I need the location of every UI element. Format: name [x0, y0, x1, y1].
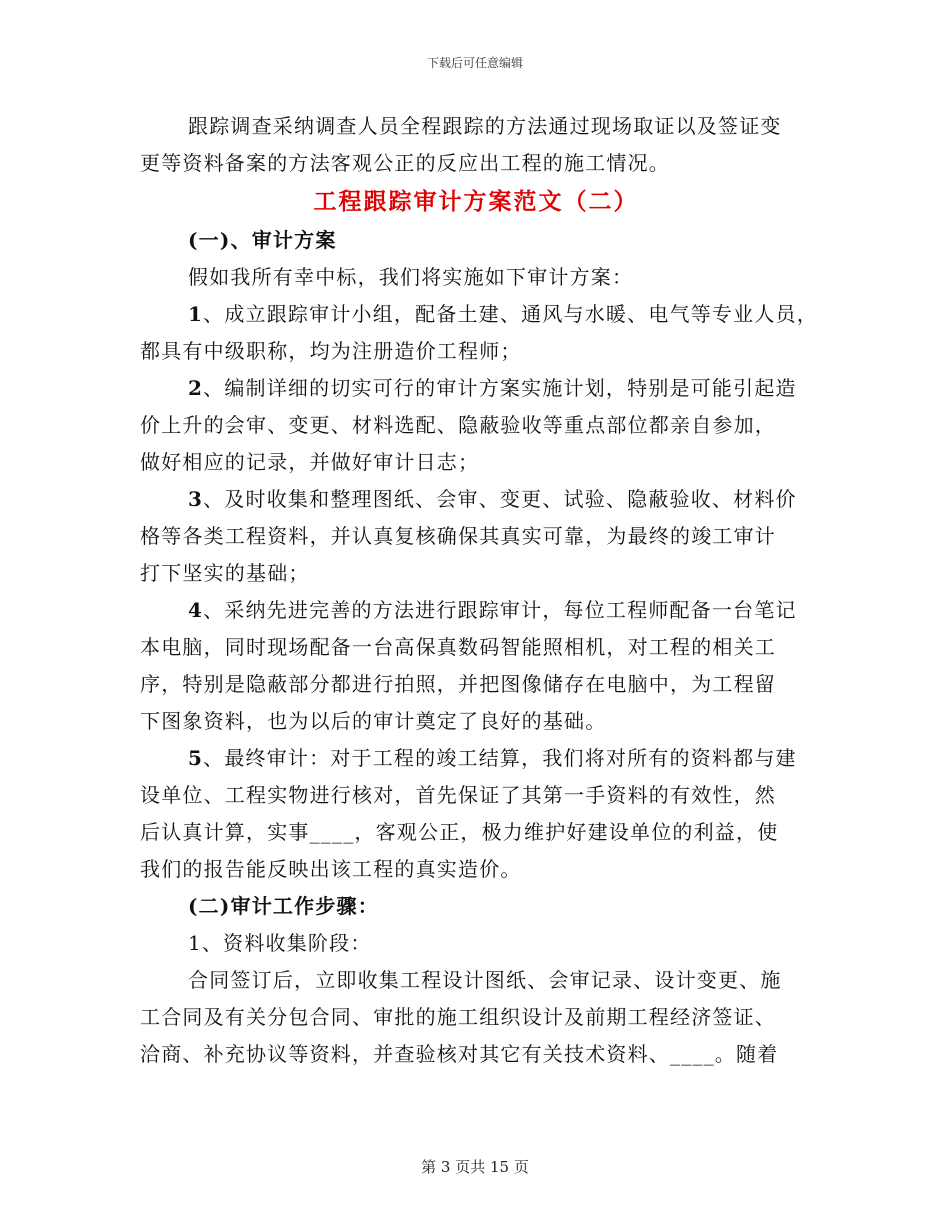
item3-number: 3 [188, 487, 204, 511]
item5-line-1 [140, 740, 812, 777]
item4-line-1 [140, 592, 812, 629]
para1-line-3: 洽商、补充协议等资料，并查验核对其它有关技术资料、____。随着 [140, 1042, 779, 1066]
item5-text: 、最终审计：对于工程的竣工结算，我们将对所有的资料都与建 [203, 746, 797, 770]
intro-line-1: 跟踪调查采纳调查人员全程跟踪的方法通过现场取证以及签证变 [188, 114, 782, 138]
item2-line-1 [140, 370, 812, 407]
item4-text: 、采纳先进完善的方法进行跟踪审计，每位工程师配备一台笔记 [203, 598, 797, 622]
item3-line-3: 打下坚实的基础； [140, 561, 310, 585]
item4-line-3: 序，特别是隐蔽部分都进行拍照，并把图像储存在电脑中，为工程留 [140, 672, 776, 696]
section2-heading: (二)审计工作步骤： [188, 894, 379, 918]
section1-intro: 假如我所有幸中标，我们将实施如下审计方案： [188, 265, 634, 289]
section1-heading: (一)、审计方案 [188, 228, 337, 252]
intro-line-2: 更等资料备案的方法客观公正的反应出工程的施工情况。 [140, 151, 670, 175]
item4-number: 4 [188, 598, 204, 622]
item1-line-1 [140, 296, 818, 333]
section-title: 工程跟踪审计方案范文（二） [313, 188, 639, 215]
document-body [140, 108, 818, 1073]
item5-line-3: 后认真计算，实事____，客观公正，极力维护好建设单位的利益，使 [140, 820, 779, 844]
item3-line-2: 格等各类工程资料，并认真复核确保其真实可靠，为最终的竣工审计 [140, 524, 776, 548]
item3-text: 、及时收集和整理图纸、会审、变更、试验、隐蔽验收、材料价 [203, 487, 797, 511]
item4-line-4: 下图象资料，也为以后的审计奠定了良好的基础。 [140, 709, 607, 733]
item5-line-4: 我们的报告能反映出该工程的真实造价。 [140, 857, 522, 881]
item3-line-1 [140, 481, 812, 518]
item5-line-2: 设单位、工程实物进行核对，首先保证了其第一手资料的有效性，然 [140, 783, 776, 807]
para1-line-2: 工合同及有关分包合同、审批的施工组织设计及前期工程经济签证、 [140, 1005, 776, 1029]
item4-line-2: 本电脑，同时现场配备一台高保真数码智能照相机，对工程的相关工 [140, 635, 776, 659]
item2-line-2: 价上升的会审、变更、材料选配、隐蔽验收等重点部位都亲自参加， [140, 413, 776, 437]
item2-text: 、编制详细的切实可行的审计方案实施计划，特别是可能引起造 [203, 376, 797, 400]
item2-line-3: 做好相应的记录，并做好审计日志； [140, 450, 480, 474]
para1-line-1: 合同签订后，立即收集工程设计图纸、会审记录、设计变更、施 [188, 968, 782, 992]
item2-number: 2 [188, 376, 204, 400]
section2-step1: 1、资料收集阶段： [188, 931, 372, 955]
header-note: 下载后可任意编辑 [426, 56, 523, 70]
item1-number: 1 [188, 302, 204, 326]
item1-line-2: 都具有中级职称，均为注册造价工程师； [140, 339, 522, 363]
item5-number: 5 [188, 746, 204, 770]
page-footer: 第 3 页共 15 页 [421, 1158, 529, 1176]
item1-text: 、成立跟踪审计小组，配备土建、通风与水暖、电气等专业人员， [203, 302, 818, 326]
